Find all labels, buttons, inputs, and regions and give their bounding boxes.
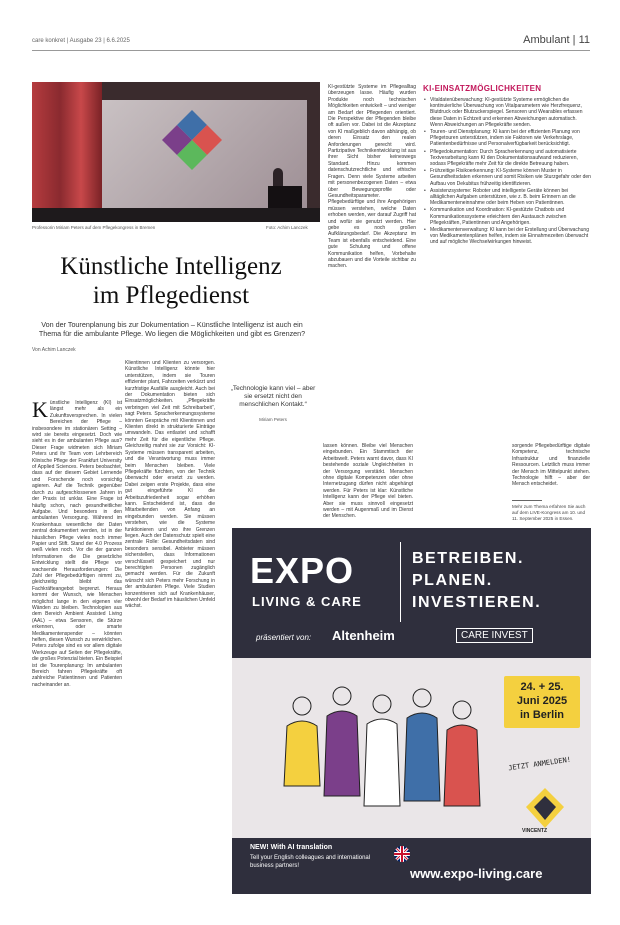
list-item: • Vitaldatenüberwachung: KI-gestützte Systeme ermöglichen die kontinuierliche Überwachung von Vitalparametern wie Herzfrequenz, Blutdruck oder Blutzuckerspiegel. Sensoren und Wearables erfassen diese Daten in Echtzeit und erkennen Abweichungen automatisch. Wenn Abweichungen an Pflegekräfte senden. [423, 97, 591, 128]
article-column-1 [32, 397, 122, 688]
article-photo [32, 82, 320, 222]
byline: Von Achim Lanczek [32, 347, 76, 353]
headline-line-1: Künstliche Intelligenz [60, 253, 282, 280]
list-item: • Touren- und Dienstplanung: KI kann bei der effizienten Planung von Pflegetouren unterstützen, indem sie Faktoren wie Verkehrslage, Patientenbedürfnisse und Personalverfügbarkeit berücksichtigt. [423, 129, 591, 148]
date-line-1: 24. + 25. [520, 681, 564, 693]
photo-caption: Professorin Miriam Peters auf dem Pflegekongress in Bremen [32, 225, 156, 230]
event-date-badge [504, 676, 580, 728]
people-illustration [272, 666, 492, 826]
ki-info-box [423, 84, 591, 247]
expo-logo-subtitle: LIVING & CARE [252, 594, 362, 609]
issue-info: care konkret | Ausgabe 23 | 6.6.2025 [32, 38, 130, 44]
photo-credit: Foto: Achim Lanczek [266, 225, 308, 230]
partner-altenheim-logo: Altenheim [332, 628, 395, 643]
article-column-2: Klientinnen und Klienten zu versorgen. Künstliche Intelligenz könnte hier unterstützen, indem sie Touren effizienter plant, Fahrzeiten verkürzt und kurzfristige Ausfälle ausgleicht. Auch bei der Dokumentation bieten sich Einsatzmöglichkeiten. „Pflegekräfte verbringen viel Zeit mit Schreibarbeit“, sagt Peters. Spracherkennungssysteme könnten Gespräche mit Klientinnen und Klienten direkt in strukturierte Einträge umwandeln. Das entlastet und schafft mehr Zeit für die eigentliche Pflege. Gleichzeitig mahnt sie zur Vorsicht: KI-Systeme müssen transparent arbeiten, und die Verantwortung muss immer beim Menschen bleiben. Viele Pflegekräfte fürchten, von der Technik überwacht oder ersetzt zu werden. Dabei zeigen erste Projekte, dass eine gut eingeführte KI die Arbeitszufriedenheit sogar erhöhen kann. Entscheidend ist, dass die Mitarbeitenden von Anfang an eingebunden werden. Sie müssen verstehen, wie die Systeme funktionieren und wo ihre Grenzen liegen. Auch der Datenschutz spielt eine zentrale Rolle: Gesundheitsdaten sind besonders sensibel. Anbieter müssen sicherstellen, dass Informationen verschlüsselt gespeichert und nur berechtigten Personen zugänglich gemacht werden. Für die Zukunft wünscht sich Peters mehr Forschung in der ambulanten Pflege. Viele Studien konzentrieren sich auf Krankenhäuser, obwohl der Bedarf im häuslichen Umfeld wächst. [125, 360, 215, 610]
stage-floor [32, 208, 320, 222]
column-1-text: ünstliche Intelligenz (KI) ist längst mehr als ein Zukunftsversprechen. In vielen Bereichen der Pflege – insbesondere im stationären Setting – wird sie bereits eingesetzt. Doch wie sieht es in der ambulanten Pflege aus? Dieser Frage widmeten sich Miriam Peters und ihr Team vom Lehrbereich Klinische Pflege der Frankfurt University of Applied Sciences. Peters beobachtet, dass auf der diesem Gebiet Lernende und Forschende noch vorsichtig agieren. Auf die Technik gegenüber durch zu aufgeschlossenen Jahren in der Praxis ist unklar. Eine Frage ist häufig schon, nach gesundheitlicher Aufgabe. Und besonders in den ambulanten Versorgung. Während im Krankenhaus wesentliche der Daten zentral dokumentiert werden, ist in der häuslichen Pflege vieles noch immer Papier und Stift. Stand der 4.0 Prozess weiß vielen noch. Vor die der ganzen Informationen die Die gesetzliche Entwicklung stellt die Pflege vor wachsende Herausforderungen: Die Zahl der Pflegebedürftigen nimmt zu, gleichzeitig bleibt das Fachkräfteangebot begrenzt. Heraus kommt der Wunsch, wie Menschen möglichst lange in den eigenen vier Wänden zu bleiben. Technologien aus dem Bereich Ambient Assisted Living (AAL) – etwa Sensoren, die Stürze erkennen, oder smarte Medikamentenspender – könnten helfen, diesen Wunsch zu verwirklichen. Peters zufolge sind es vor allem digitale Werkzeuge auf Seiten der Pflegekräfte, die großes Potenzial bieten. Ein Beispiel ist die Tourenplanung: Im ambulanten Bereich fahren Pflegekräfte oft zahlreiche Patientinnen und Patienten nacheinander an. [32, 400, 122, 688]
partner-care-invest-logo: CARE INVEST [456, 628, 533, 643]
list-item: • Kommunikation und Koordination: KI-gestützte Chatbots und Kommunikationssysteme erleichtern den Austausch zwischen Pflegekräften, Patientinnen und Angehörigen. [423, 207, 591, 226]
section-page-number: Ambulant | 11 [523, 34, 590, 46]
expo-website-link[interactable]: www.expo-living.care [410, 866, 543, 881]
expo-advertisement[interactable] [232, 528, 591, 894]
ad-slogan [412, 548, 541, 614]
list-item: • Pflegedokumentation: Durch Spracherkennung und automatisierte Textverarbeitung kann KI den Dokumentationsaufwand reduzieren, sodass Pflegekräfte mehr Zeit für die direkte Betreuung haben. [423, 149, 591, 168]
ad-divider [400, 542, 401, 622]
presented-by: präsentiert von: [256, 633, 312, 642]
list-item: • Assistenzsysteme: Roboter und intelligente Geräte können bei alltäglichen Aufgaben unterstützen, wie z. B. beim Erinnern an die Medikamenteneinnahme oder beim Heben von Patientinnen. [423, 188, 591, 207]
article-lead: Von der Tourenplanung bis zur Dokumentation – Künstliche Intelligenz ist auch ein Thema für die ambulante Pflege. Wo liegen die Möglichkeiten und gibt es Grenzen? [38, 320, 306, 338]
header-divider [32, 50, 590, 51]
dropcap: K [32, 397, 48, 422]
vincentz-logo-icon [526, 788, 564, 828]
list-item: • Frühzeitige Risikoerkennung: KI-Systeme können Muster in Gesundheitsdaten erkennen und somit Risiken wie Sturzgefahr oder den Aufbau von Dekubitus frühzeitig identifizieren. [423, 168, 591, 187]
ki-box-title: KI-EINSATZMÖGLICHKEITEN [423, 84, 542, 93]
headline-line-2: im Pflegedienst [92, 282, 250, 309]
article-headline [32, 252, 310, 310]
speaker-figure [273, 168, 283, 188]
register-cta[interactable]: JETZT ANMELDEN! [507, 755, 572, 773]
article-column-4: lassen können. Bleibe viel Menschen eingebunden. Ein Stammtisch der Arbeitswelt. Peters warnt davor, dass KI bestehende soziale Ungleichheiten in der Versorgung verstärkt. Menschen ohne digitale Kompetenzen oder ohne Internetzugang dürfen nicht abgehängt werden. Für Peters ist klar: Künstliche Intelligenz kann der Pflege viel bieten. Aber sie muss sinnvoll eingesetzt werden – mit Augenmaß und im Dienst der Menschen. [323, 443, 413, 520]
right-article-column: KI-gestützte Systeme im Pflegealltag überzeugen lasse. Häufig wurden Produkte noch technischen Möglichkeiten entwickelt – und weniger am Bedarf der Pflegenden orientiert. Die Perspektive der Pflegenden bleibe oft außen vor. Dabei ist die Akzeptanz von KI maßgeblich davon abhängig, ob deren Einsatz den realen Anforderungen gerecht wird. Partizipative Technikentwicklung ist aus ihrer Sicht bisher keineswegs Standard. Hinzu kommen datenschutzrechtliche und ethische Fragen. Denn viele Systeme arbeiten mit personenbezogenen Daten – etwa über Bewegungsprofile oder Gesundheitsparameter. Pflegebedürftige und ihre Angehörigen müssen verstehen, welche Daten erhoben werden, wer darauf Zugriff hat und wofür sie genutzt werden. Hier gebe es noch großen Aufklärungsbedarf. Die Akzeptanz im Team ist ebenfalls entscheidend. Eine gute Schulung und offene Kommunikation helfen, Vorbehalte abzubauen und die Vorteile sichtbar zu machen. [328, 84, 416, 270]
date-line-2: Juni 2025 [516, 695, 568, 707]
note-divider [512, 500, 542, 501]
pull-quote: „Technologie kann viel – aber sie ersetzt nicht den menschlichen Kontakt.“ [230, 385, 316, 408]
slogan-line-3: INVESTIEREN. [412, 594, 542, 611]
red-curtain [32, 82, 102, 222]
article-column-5: sorgende Pflegebedürftige digitale Kompetenz, technische Infrastruktur und finanzielle Ressourcen. Letztlich muss immer der Mensch im Mittelpunkt stehen. Technologie hilft – aber der Mensch entscheidet. [512, 443, 590, 488]
date-line-3: in Berlin [519, 709, 564, 721]
list-item: • Medikamentenverwaltung: KI kann bei der Erstellung und Überwachung von Medikamentenplänen helfen, indem sie Einnahmezeiten überwacht und auf mögliche Wechselwirkungen hinweist. [423, 227, 591, 246]
slogan-line-1: BETREIBEN. [412, 550, 524, 567]
ai-translation-subtitle: Tell your English colleagues and international business partners! [250, 855, 371, 869]
quote-author: Miriam Peters [259, 417, 287, 422]
vincentz-name: VINCENTZ [522, 828, 547, 834]
expo-logo-word: EXPO [250, 550, 355, 591]
ki-list [423, 97, 591, 246]
info-note: Mehr zum Thema erfahren Sie auch auf dem LIVE-Kongress am 10. und 11. September 2025 in Essen. [512, 504, 586, 521]
uk-flag-icon [394, 846, 410, 862]
ai-translation-title: NEW! With AI translation [250, 844, 333, 851]
slogan-line-2: PLANEN. [412, 572, 493, 589]
